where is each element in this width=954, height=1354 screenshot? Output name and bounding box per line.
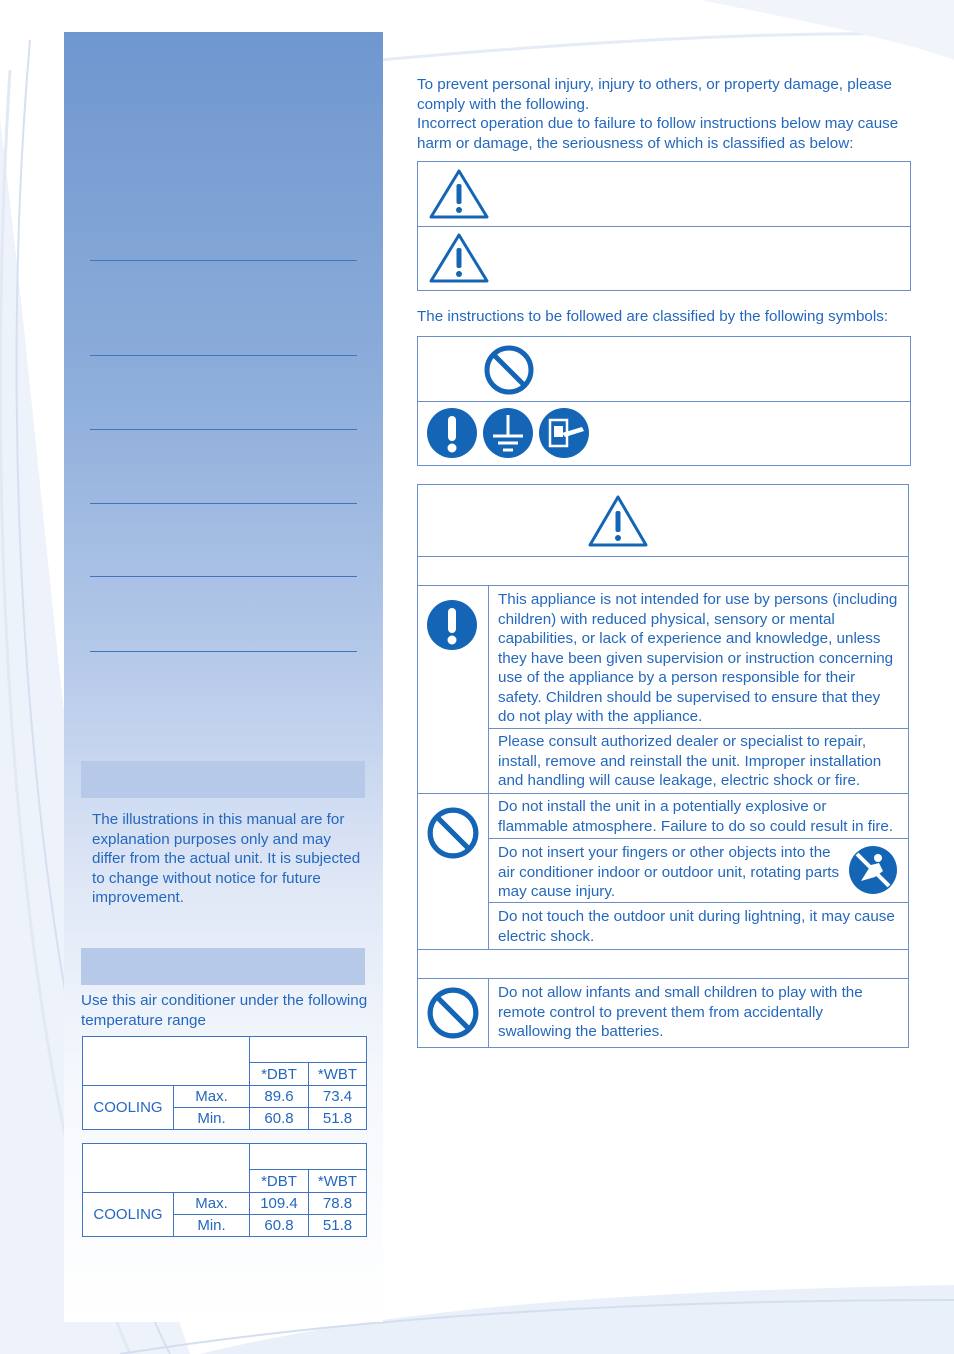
severity-box bbox=[417, 161, 911, 291]
max-label: Max. bbox=[174, 1086, 250, 1108]
prohibition-icon bbox=[426, 806, 480, 860]
prohibition-icon bbox=[483, 344, 535, 396]
table-header-blank bbox=[250, 1144, 367, 1170]
warning-triangle-icon bbox=[428, 232, 490, 284]
table-corner bbox=[83, 1144, 250, 1193]
temperature-table-indoor bbox=[82, 1036, 367, 1130]
table-cell: 60.8 bbox=[250, 1108, 309, 1130]
table-cell: 109.4 bbox=[250, 1193, 309, 1215]
row-divider bbox=[417, 556, 908, 557]
symbols-intro: The instructions to be followed are classified by the following symbols: bbox=[417, 308, 889, 325]
col-wbt: *WBT bbox=[309, 1170, 367, 1193]
min-label: Min. bbox=[174, 1108, 250, 1130]
box-divider bbox=[418, 401, 910, 402]
row-divider bbox=[488, 728, 908, 729]
table-cell: 51.8 bbox=[309, 1108, 367, 1130]
section-header-bar bbox=[81, 761, 365, 798]
toc-divider bbox=[90, 429, 357, 430]
table-header-blank bbox=[250, 1037, 367, 1063]
temperature-table-outdoor bbox=[82, 1143, 367, 1237]
table-corner bbox=[83, 1037, 250, 1086]
exclamation-icon bbox=[426, 407, 478, 459]
row-divider bbox=[417, 793, 908, 794]
warning-text-6: Do not allow infants and small children to play with the remote control to prevent them from accidentally swallowing the batteries. bbox=[498, 984, 863, 1040]
warning-text-2: Please consult authorized dealer or specialist to repair, install, remove and reinstall the unit. Improper installation and handling will cause leakage, electric shock or fire. bbox=[498, 733, 882, 789]
col-divider bbox=[488, 585, 489, 949]
table-cell: 51.8 bbox=[309, 1215, 367, 1237]
warning-text-4: Do not insert your fingers or other objects into the air conditioner indoor or outdoor unit, rotating parts may cause injury. bbox=[498, 844, 840, 900]
col-divider bbox=[488, 978, 489, 1047]
row-divider bbox=[488, 838, 908, 839]
max-label: Max. bbox=[174, 1193, 250, 1215]
row-divider bbox=[417, 949, 908, 950]
section-header-bar bbox=[81, 948, 365, 985]
intro-line-2: Incorrect operation due to failure to follow instructions below may cause harm or damage, the seriousness of which is classified as below: bbox=[417, 115, 899, 152]
mode-label: COOLING bbox=[83, 1086, 174, 1130]
toc-divider bbox=[90, 576, 357, 577]
intro-line-1: To prevent personal injury, injury to others, or property damage, please comply with the following. bbox=[417, 76, 893, 113]
earth-ground-icon bbox=[482, 407, 534, 459]
col-dbt: *DBT bbox=[250, 1170, 309, 1193]
table-cell: 60.8 bbox=[250, 1215, 309, 1237]
table-cell: 89.6 bbox=[250, 1086, 309, 1108]
unplug-icon bbox=[538, 407, 590, 459]
warning-text-1: This appliance is not intended for use by persons (including children) with reduced physical, sensory or mental capabilities, or lack of experience and knowledge, unless they have been given supervision or instruction concerning use of the appliance by a person responsible for their safety. Children should be supervised to ensure that they do not play with the appliance. bbox=[498, 591, 898, 725]
toc-divider bbox=[90, 651, 357, 652]
col-dbt: *DBT bbox=[250, 1063, 309, 1086]
row-divider bbox=[417, 978, 908, 979]
usage-text: Use this air conditioner under the following temperature range bbox=[81, 992, 368, 1029]
row-divider bbox=[417, 585, 908, 586]
min-label: Min. bbox=[174, 1215, 250, 1237]
warning-triangle-icon bbox=[428, 168, 490, 220]
mode-label: COOLING bbox=[83, 1193, 174, 1237]
box-divider bbox=[418, 226, 910, 227]
toc-divider bbox=[90, 260, 357, 261]
table-cell: 73.4 bbox=[309, 1086, 367, 1108]
row-divider bbox=[488, 902, 908, 903]
warning-triangle-icon bbox=[587, 494, 649, 548]
toc-divider bbox=[90, 503, 357, 504]
no-fingers-icon bbox=[847, 841, 899, 899]
intro-text bbox=[417, 75, 907, 153]
warning-text-5: Do not touch the outdoor unit during lightning, it may cause electric shock. bbox=[498, 908, 895, 945]
table-cell: 78.8 bbox=[309, 1193, 367, 1215]
illustration-note: The illustrations in this manual are for explanation purposes only and may differ from the actual unit. It is subjected to change without notice for future improvement. bbox=[92, 811, 361, 906]
col-wbt: *WBT bbox=[309, 1063, 367, 1086]
exclamation-icon bbox=[426, 599, 478, 651]
prohibition-icon bbox=[426, 986, 480, 1040]
toc-divider bbox=[90, 355, 357, 356]
warning-text-3: Do not install the unit in a potentially explosive or flammable atmosphere. Failure to do so could result in fire. bbox=[498, 798, 894, 835]
